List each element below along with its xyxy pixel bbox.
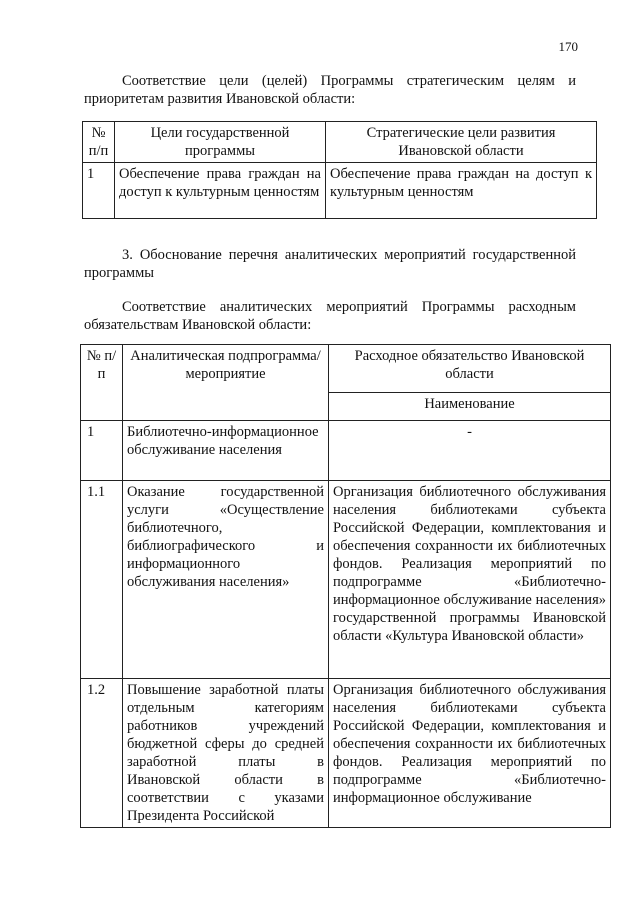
row-number: 1.1 — [81, 481, 123, 679]
row-strategic-goal: Обеспечение права граждан на доступ к культурным ценностям — [326, 163, 597, 219]
table-header-row — [83, 122, 597, 163]
table-header-row — [81, 345, 611, 393]
row-obligation: - — [329, 421, 611, 481]
row-number: 1 — [81, 421, 123, 481]
table-row — [81, 679, 611, 828]
header-obligation: Расходное обязательство Ивановской области — [329, 345, 611, 393]
header-number: № п/п — [81, 345, 123, 421]
row-obligation: Организация библиотечного обслуживания населения библиотеками субъекта Российской Федерации, комплектования и обеспечения сохранности их библиотечных фондов. Реализация мероприятий по подпрограмме «Библиотечно-информационное обслуживание — [329, 679, 611, 828]
table-row — [81, 421, 611, 481]
row-activity: Оказание государственной услуги «Осуществление библиотечного, библиографического и информационного обслуживания населения» — [123, 481, 329, 679]
row-number: 1.2 — [81, 679, 123, 828]
header-activity: Аналитическая подпрограмма/мероприятие — [123, 345, 329, 421]
intro-paragraph: Соответствие цели (целей) Программы стратегическим целям и приоритетам развития Ивановской области: — [84, 73, 576, 107]
header-name: Наименование — [329, 393, 611, 421]
row-activity: Повышение заработной платы отдельным категориям работников учреждений бюджетной сферы до средней заработной платы в Ивановской области в соответствии с указами Президента Российской — [123, 679, 329, 828]
page-number: 170 — [558, 39, 578, 54]
row-program-goal: Обеспечение права граждан на доступ к культурным ценностям — [115, 163, 326, 219]
row-activity: Библиотечно-информационное обслуживание населения — [123, 421, 329, 481]
obligations-table — [80, 344, 611, 828]
section-heading: 3. Обоснование перечня аналитических мероприятий государственной программы — [84, 247, 576, 281]
row-obligation: Организация библиотечного обслуживания населения библиотеками субъекта Российской Федерации, комплектования и обеспечения сохранности их библиотечных фондов. Реализация мероприятий по подпрограмме «Библиотечно-информационное обслуживание населения» государственной программы Ивановской области «Культура Ивановской области» — [329, 481, 611, 679]
header-program-goals: Цели государственной программы — [115, 122, 326, 163]
obligations-paragraph: Соответствие аналитических мероприятий Программы расходным обязательствам Ивановской области: — [84, 299, 576, 333]
row-number: 1 — [83, 163, 115, 219]
table-row — [81, 481, 611, 679]
header-number: № п/п — [83, 122, 115, 163]
table-row — [83, 163, 597, 219]
header-strategic-goals: Стратегические цели развития Ивановской области — [326, 122, 597, 163]
goals-table — [82, 121, 597, 219]
